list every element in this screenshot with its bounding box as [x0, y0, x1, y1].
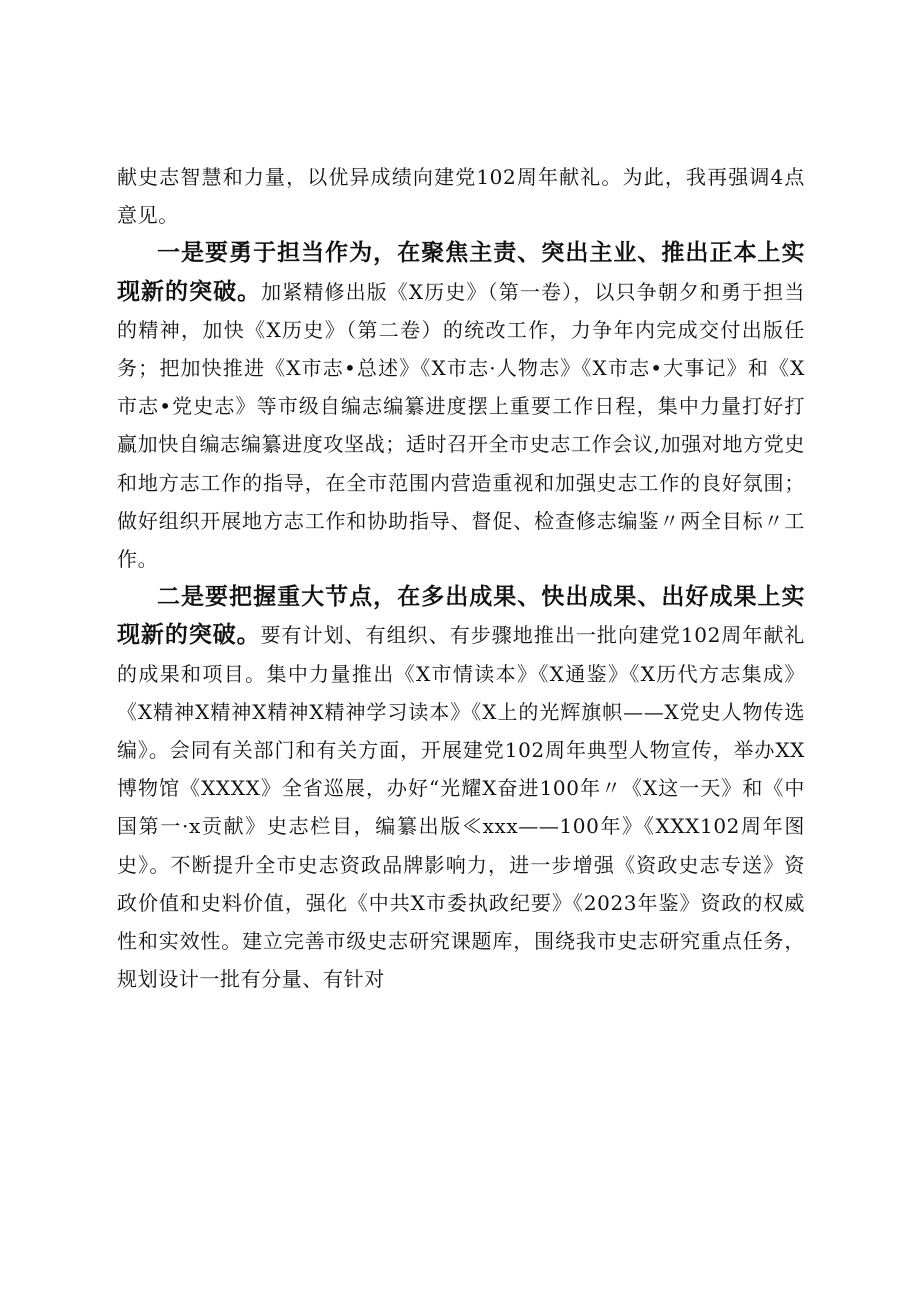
- paragraph-text: 献史志智慧和力量，以优异成绩向建党102周年献礼。为此，我再强调4点意见。: [117, 165, 805, 228]
- document-page: [117, 158, 805, 998]
- paragraph-text: 加紧精修出版《X历史》（第一卷），以只争朝夕和勇于担当的精神，加快《X历史》（第二卷）的统改工作，力争年内完成交付出版任务；把加快推进《X市志•总述》《X市志·人物志》《X市志•大事记》和《X市志•党史志》等市级自编志编纂进度摆上重要工作日程，集中力量打好打赢加快自编志编纂进度攻坚战；适时召开全市史志工作会议,加强对地方党史和地方志工作的指导，在全市范围内营造重视和加强史志工作的良好氛围；做好组织开展地方志工作和协助指导、督促、检查修志编鉴〃两全目标〃工作。: [117, 279, 805, 572]
- paragraph-point-one: [117, 234, 805, 578]
- paragraph-point-two: [117, 578, 805, 998]
- paragraph-lead-heading: 二是要把握重大节点，在多出成果、快出成果、出好成果上实现新的突破。: [117, 584, 805, 649]
- paragraph-text: 要有计划、有组织、有步骤地推出一批向建党102周年献礼的成果和项目。集中力量推出《X市情读本》《X通鉴》《X历代方志集成》《X精神X精神X精神X精神学习读本》《X上的光辉旗帜——X党史人物传选编》。会同有关部门和有关方面，开展建党102周年典型人物宣传，举办XX博物馆《XXXX》全省巡展，办好“光耀X奋进100年〃《X这一天》和《中国第一·x贡献》史志栏目，编纂出版≪xxx——100年》《XXX102周年图史》。不断提升全市史志资政品牌影响力，进一步增强《资政史志专送》资政价值和史料价值，强化《中共X市委执政纪要》《2023年鉴》资政的权威性和实效性。建立完善市级史志研究课题库，围绕我市史志研究重点任务，规划设计一批有分量、有针对: [117, 623, 806, 992]
- paragraph-lead-heading: 一是要勇于担当作为，在聚焦主责、突出主业、推出正本上实现新的突破。: [117, 240, 805, 305]
- paragraph-continuation: [117, 158, 805, 234]
